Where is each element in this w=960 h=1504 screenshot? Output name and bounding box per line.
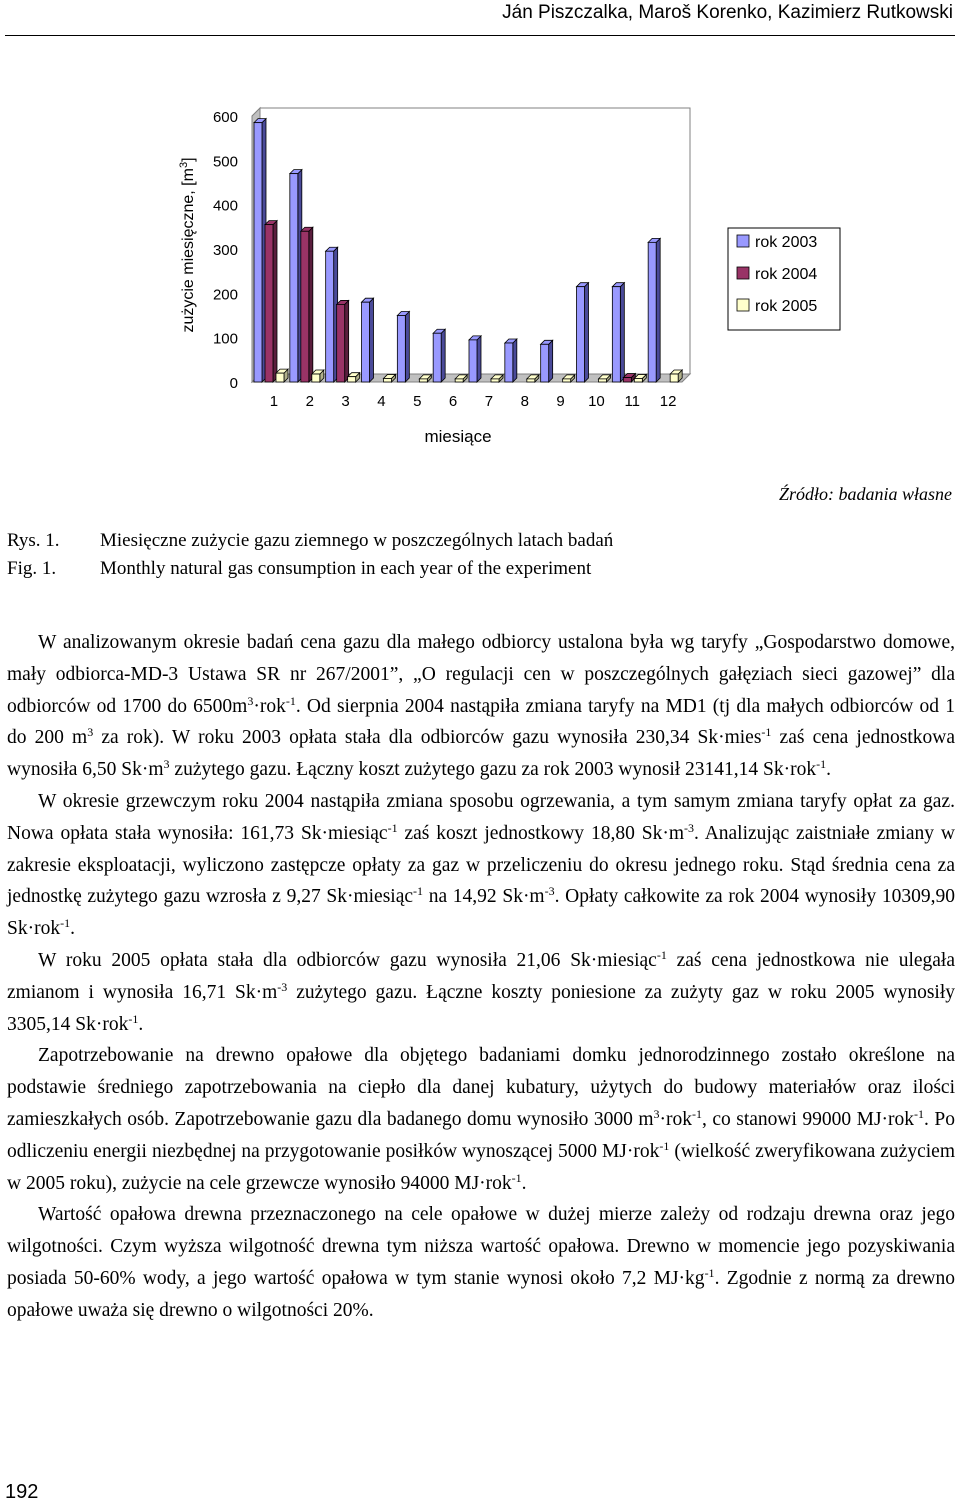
bar-side (405, 312, 409, 383)
figure-label-pl: Rys. 1. (7, 530, 60, 551)
bar (384, 378, 392, 382)
y-tick-label: 300 (212, 242, 238, 259)
bar-side (620, 283, 624, 382)
figure-source: Źródło: badania własne (778, 484, 952, 504)
running-header (0, 0, 953, 30)
bar (312, 374, 320, 382)
bar-side (656, 238, 660, 382)
figure-label-en: Fig. 1. (7, 558, 57, 579)
figure-caption-pl: Miesięczne zużycie gazu ziemnego w poszczególnych latach badań (100, 530, 614, 551)
chart-y-axis-label: zużycie miesięczne, $[m^3]$ (178, 157, 197, 333)
chart-back-wall (260, 108, 690, 374)
bar (433, 333, 441, 382)
header-rule (5, 35, 955, 36)
bar (670, 374, 678, 382)
bar (623, 378, 631, 382)
paragraph-1: W analizowanym okresie badań cena gazu dla małego odbiorcy ustalona była wg taryfy „Gospodarstwo domowe, mały odbiorca-MD-3 Ustawa SR nr 267/2001”, „O regulacji cen w poszczególnych gałęziach sieci gazowej” dla odbiorców od 1700 do $6500m^3\cdot rok^{-1}$. Od sierpnia 2004 nastąpiła zmiana taryfy na MD1 (tj dla małych odbiorców od 1 do 200 $m^3$ za rok). W roku 2003 opłata stała dla odbiorców gazu wynosiła 230,34 Sk·mies$^{-1}$ zaś cena jednostkowa wynosiła 6,50 $Sk\cdot m^3$ zużytego gazu. Łączny koszt zużytego gazu za rok 2003 wynosił 23141,14 Sk·rok$^{-1}$. (7, 632, 956, 781)
bar (563, 379, 571, 382)
x-tick-label: 1 (269, 393, 279, 410)
header-authors: Ján Piszczalka, Maroš Korenko, Kazimierz Rutkowski (502, 2, 953, 23)
x-tick-label: 8 (520, 393, 529, 410)
bar (469, 340, 477, 382)
bar (397, 316, 405, 383)
figure-caption (7, 527, 613, 583)
bar (348, 377, 356, 382)
body-text (7, 627, 955, 1327)
x-tick-label: 7 (484, 393, 494, 410)
legend-label: rok 2003 (755, 234, 818, 251)
bar-side (441, 329, 445, 382)
bar (577, 287, 585, 382)
bar (634, 378, 642, 382)
y-tick-label: 400 (212, 197, 238, 215)
x-tick-label: 10 (588, 393, 605, 410)
bar (265, 225, 273, 382)
caption-row-en (7, 555, 613, 583)
paragraph-4: Zapotrzebowanie na drewno opałowe dla objętego badaniami domku jednorodzinnego zostało określone na podstawie średniego zapotrzebowania na ciepło dla danej kubatury, użytych do budowy materiałów oraz ilości zamieszkałych osób. Zapotrzebowanie gazu dla badanego domu wynosiło 3000 $m^3\cdot rok^{-1}$, co stanowi 99000 MJ·rok$^{-1}$. Po odliczeniu energii niezbędnej na przygotowanie posiłków wynoszącej 5000 MJ·rok$^{-1}$ (wielkość zweryfikowana zużyciem w 2005 roku), zużycie na cele grzewcze wynosiło 94000 MJ·rok$^{-1}$. (7, 1045, 955, 1194)
bar-side (345, 300, 349, 382)
chart-legend (728, 228, 840, 330)
chart-plot-area (252, 108, 690, 382)
chart-x-axis-label: miesiące (424, 427, 492, 446)
bar (290, 174, 298, 382)
x-tick-label: 12 (659, 393, 677, 410)
bar-side (477, 336, 481, 382)
bar-side (273, 221, 277, 382)
bar (254, 123, 262, 382)
bar (505, 343, 513, 382)
bar-side (549, 340, 553, 382)
caption-row-pl (7, 527, 613, 555)
bar (301, 231, 309, 382)
bar (527, 379, 535, 382)
figure-caption-en: Monthly natural gas consumption in each year of the experiment (100, 558, 592, 579)
bar-side (585, 283, 589, 382)
x-tick-label: 6 (448, 393, 458, 410)
y-tick-label: 0 (229, 375, 238, 392)
x-tick-label: 5 (413, 393, 422, 410)
bar (337, 304, 345, 382)
y-tick-label: 600 (212, 109, 238, 126)
bar (599, 379, 607, 382)
legend-swatch (737, 235, 749, 247)
bar (491, 379, 499, 382)
bar (326, 251, 334, 382)
paragraph-2: W okresie grzewczym roku 2004 nastąpiła zmiana sposobu ogrzewania, a tym samym zmiana taryfy opłat za gaz. Nowa opłata stała wynosiła: 161,73 Sk·miesiąc$^{-1}$ zaś koszt jednostkowy 18,80 $Sk\cdot m^{-3}$. Analizując zaistniałe zmiany w zakresie eksploatacji, wyliczono zastępcze opłaty za gaz w przeliczeniu do okresu jednego roku. Stąd średnia cena za jednostkę zużytego gazu wzrosła z 9,27 Sk·miesiąc$^{-1}$ na 14,92 $Sk\cdot m^{-3}$. Opłaty całkowite za rok 2004 wynosiły 10309,90 Sk·rok$^{-1}$. (7, 790, 956, 940)
bar (419, 379, 427, 382)
legend-label: rok 2004 (755, 266, 818, 283)
gas-consumption-chart (0, 90, 960, 460)
legend-swatch (737, 267, 749, 279)
legend-label: rok 2005 (755, 298, 818, 315)
x-tick-label: 3 (341, 393, 350, 410)
y-tick-label: 200 (212, 286, 238, 304)
legend-swatch (737, 299, 749, 311)
bar-side (309, 227, 313, 382)
bar (648, 242, 656, 382)
paragraph-3: W roku 2005 opłata stała dla odbiorców gazu wynosiła 21,06 Sk·miesiąc$^{-1}$ zaś cena jednostkowa nie ulegała zmianom i wynosiła 16,71 $Sk\cdot m^{-3}$ zużytego gazu. Łączne koszty poniesione za zużyty gaz w roku 2005 wynosiły 3305,14 Sk·rok$^{-1}$. (7, 947, 955, 1035)
bar-side (513, 339, 517, 382)
x-tick-label: 4 (377, 393, 386, 410)
page-number: 192 (5, 1481, 39, 1503)
bar (362, 302, 370, 382)
bar (541, 344, 549, 382)
y-tick-label: 500 (212, 153, 238, 171)
x-tick-label: 9 (556, 393, 565, 410)
y-tick-label: 100 (212, 330, 238, 348)
bar (276, 373, 284, 382)
bar (612, 287, 620, 382)
bar-side (370, 298, 374, 382)
x-tick-label: 2 (305, 393, 314, 410)
paragraph-5: Wartość opałowa drewna przeznaczonego na cele opałowe w dużej mierze zależy od rodzaju drewna oraz jego wilgotności. Czym wyższa wilgotność drewna tym niższa wartość opałowa. Drewno w momencie jego pozyskiwania posiada 50-60% wody, a jego wartość opałowa w tym stanie wynosi około 7,2 $MJ\cdot kg^{-1}$. Zgodnie z normą za drewno opałowe uważa się drewno o wilgotności 20%. (7, 1204, 955, 1321)
x-tick-label: 11 (624, 393, 641, 410)
bar (455, 379, 463, 382)
